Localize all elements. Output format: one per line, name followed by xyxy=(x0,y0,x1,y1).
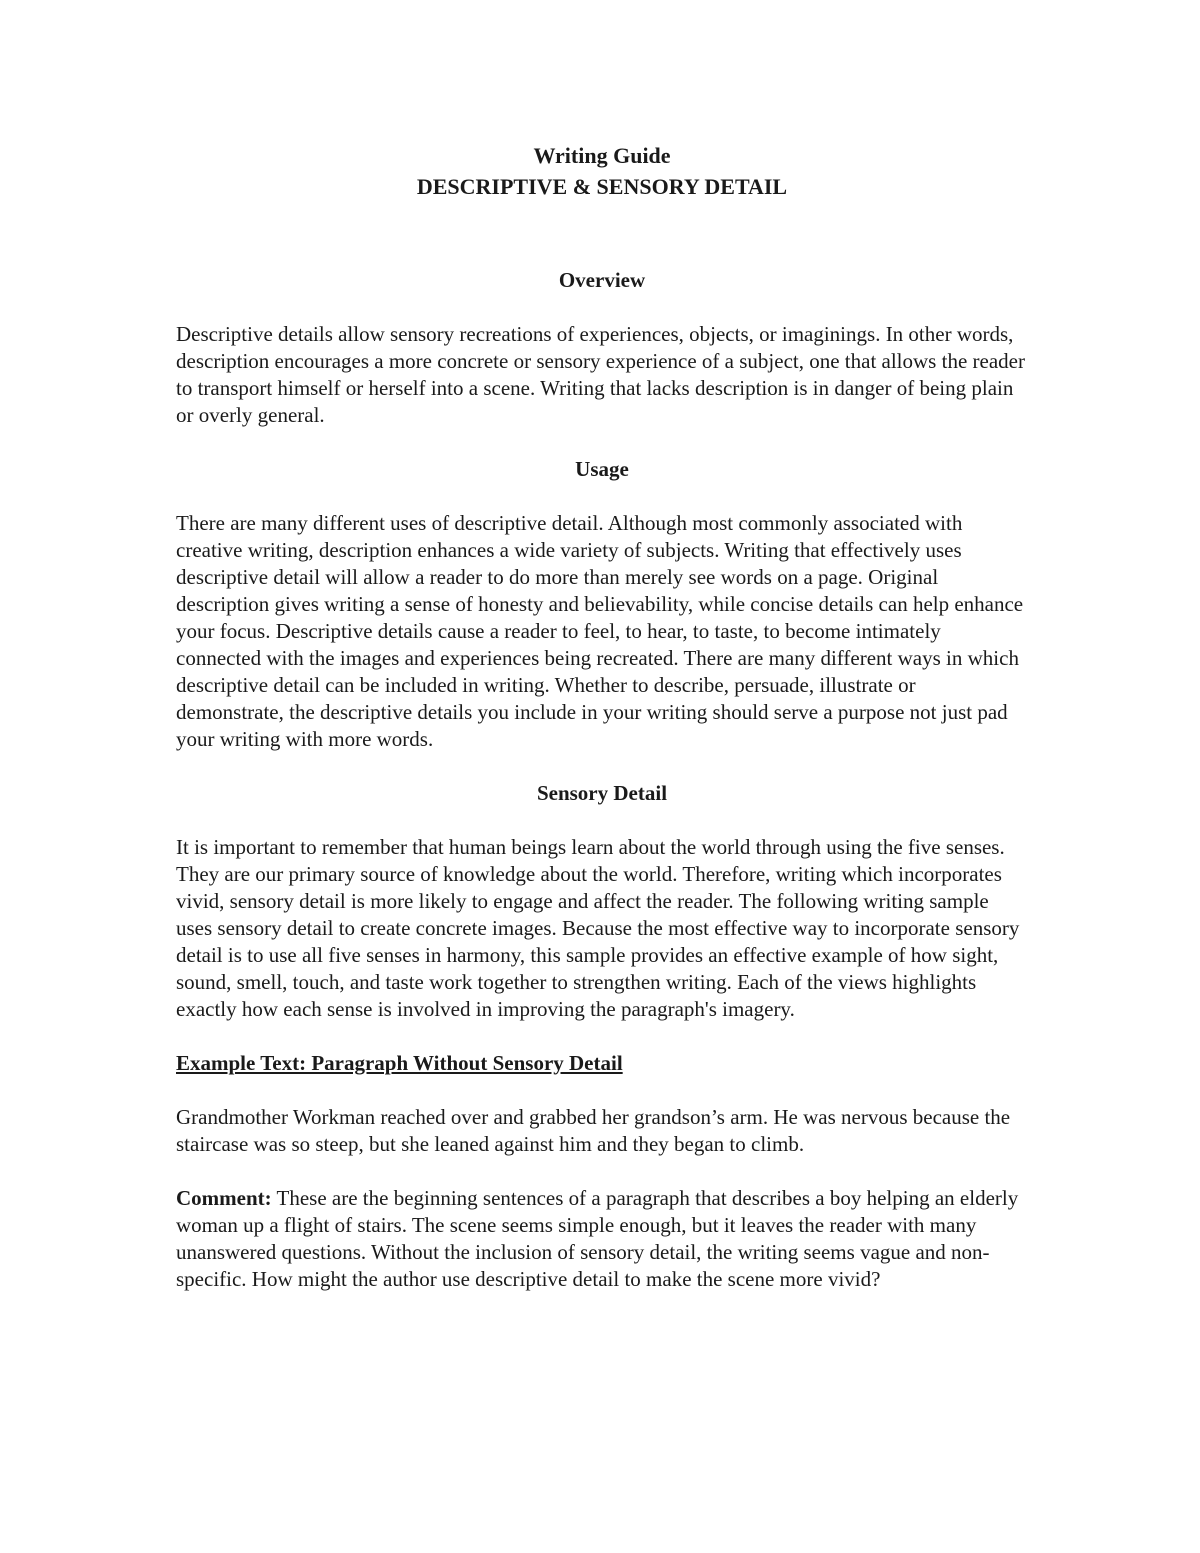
section-heading-overview: Overview xyxy=(558,268,646,292)
comment-paragraph xyxy=(176,1185,1028,1293)
document-subtitle: DESCRIPTIVE & SENSORY DETAIL xyxy=(416,174,788,199)
document-title: Writing Guide xyxy=(533,143,671,168)
spacer xyxy=(176,807,1028,834)
spacer xyxy=(176,1158,1028,1185)
comment-text: These are the beginning sentences of a paragraph that describes a boy helping an elderly woman up a flight of stairs. The scene seems simple enough, but it leaves the reader with many unanswered questions. Without the inclusion of sensory detail, the writing seems vague and non-specific. How might the author use descriptive detail to make the scene more vivid? xyxy=(176,1186,1019,1291)
section-body-overview: Descriptive details allow sensory recreations of experiences, objects, or imaginings. In other words, description encourages a more concrete or sensory experience of a subject, one that allows the reader to transport himself or herself into a scene. Writing that lacks description is in danger of being plain or overly general. xyxy=(176,322,1025,427)
section-heading-sensory-detail: Sensory Detail xyxy=(536,781,668,805)
example-heading: Example Text: Paragraph Without Sensory Detail xyxy=(176,1051,623,1075)
document-page xyxy=(176,140,1028,1293)
comment-label: Comment: xyxy=(176,1186,272,1210)
example-text: Grandmother Workman reached over and grabbed her grandson’s arm. He was nervous because the staircase was so steep, but she leaned against him and they began to climb. xyxy=(176,1105,1011,1156)
spacer xyxy=(176,1023,1028,1050)
section-heading-usage: Usage xyxy=(575,457,629,481)
spacer xyxy=(176,294,1028,321)
section-body-sensory-detail: It is important to remember that human beings learn about the world through using the five senses. They are our primary source of knowledge about the world. Therefore, writing which incorporates vivid, sensory detail is more likely to engage and affect the reader. The following writing sample uses sensory detail to create concrete images. Because the most effective way to incorporate sensory detail is to use all five senses in harmony, this sample provides an effective example of how sight, sound, smell, touch, and taste work together to strengthen writing. Each of the views highlights exactly how each sense is involved in improving the paragraph's imagery. xyxy=(176,835,1020,1021)
spacer xyxy=(176,429,1028,456)
spacer xyxy=(176,1077,1028,1104)
spacer xyxy=(176,483,1028,510)
spacer xyxy=(176,202,1028,267)
spacer xyxy=(176,753,1028,780)
section-body-usage: There are many different uses of descriptive detail. Although most commonly associated with creative writing, description enhances a wide variety of subjects. Writing that effectively uses descriptive detail will allow a reader to do more than merely see words on a page. Original description gives writing a sense of honesty and believability, while concise details can help enhance your focus. Descriptive details cause a reader to feel, to hear, to taste, to become intimately connected with the images and experiences being recreated. There are many different ways in which descriptive detail can be included in writing. Whether to describe, persuade, illustrate or demonstrate, the descriptive details you include in your writing should serve a purpose not just pad your writing with more words. xyxy=(176,511,1024,751)
